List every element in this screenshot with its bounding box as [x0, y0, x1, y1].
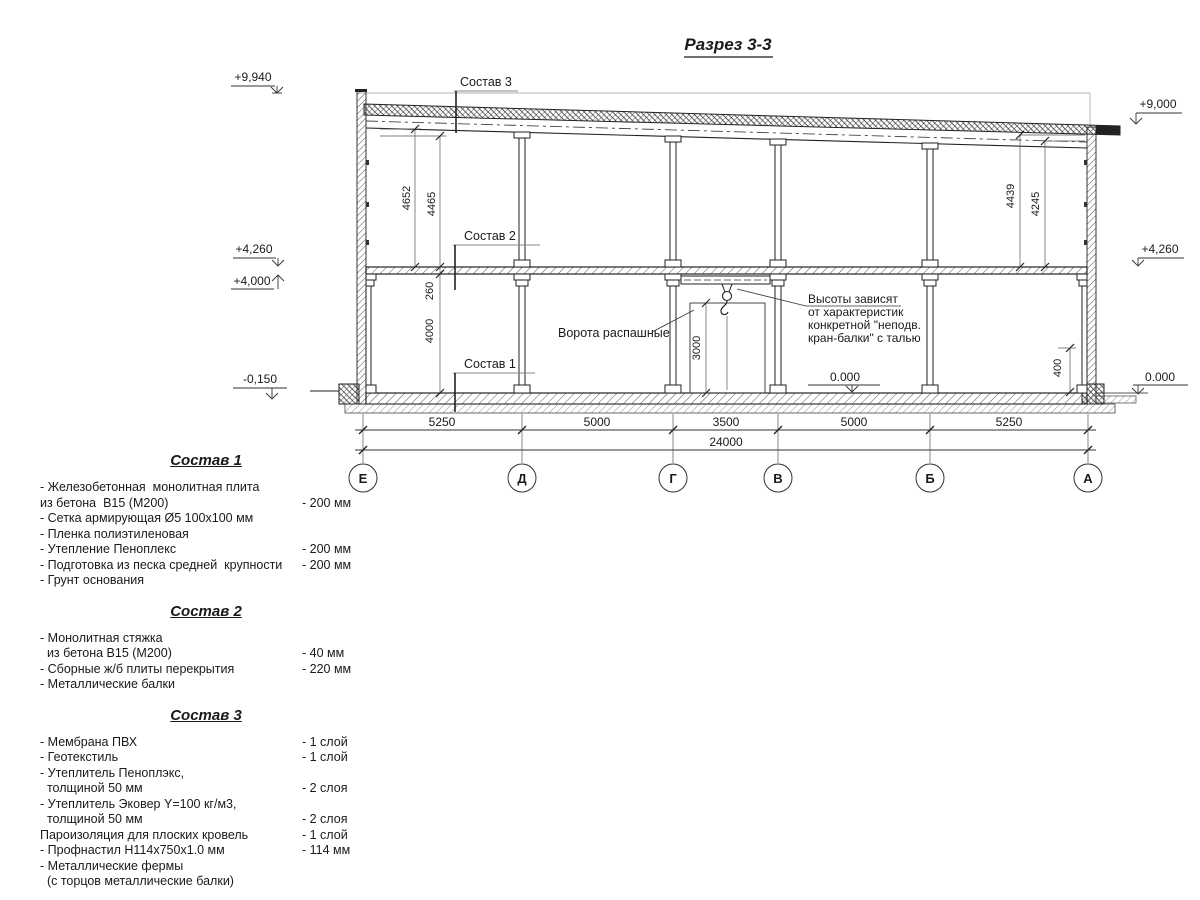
- row-text: - Утепление Пеноплекс: [40, 542, 177, 556]
- row-value: [302, 511, 372, 527]
- row-text: толщиной 50 мм: [40, 812, 143, 826]
- crane-beam: [681, 276, 770, 390]
- row-value: [302, 631, 372, 647]
- elev-left-ground-text: -0,150: [242, 372, 278, 386]
- legend-row: [40, 828, 372, 844]
- drawing-title: [684, 35, 773, 57]
- legend-row: [40, 843, 372, 859]
- axis-E: Е: [358, 471, 368, 486]
- legend-row: [40, 662, 372, 678]
- row-value: - 200 мм: [302, 495, 352, 510]
- vdim-slab: 260: [424, 281, 436, 301]
- row-text: - Металлические балки: [40, 677, 175, 691]
- crane-hook-pulley: [723, 292, 732, 301]
- legend-row: [40, 631, 372, 647]
- row-text: из бетона В15 (М200): [40, 495, 169, 510]
- elev-right-zero-text: 0.000: [1144, 370, 1176, 384]
- vdim-floor1-text: 4000: [424, 318, 436, 344]
- legend-row: [40, 511, 372, 527]
- row-value: - 1 слой: [302, 750, 348, 764]
- crane-note-line4: кран-балки" с талью: [808, 331, 921, 345]
- roof-deck: [364, 104, 1120, 148]
- composition-3-section: [40, 707, 372, 890]
- floor-slab: [366, 267, 1087, 274]
- vdim-left-inner: 4465: [426, 191, 438, 217]
- elevation-left-f2bottom: [231, 274, 284, 289]
- row-value: [302, 859, 372, 875]
- legend-row: [40, 797, 372, 813]
- crane-note-line3: конкретной "неподв.: [808, 318, 921, 332]
- row-text: - Мембрана ПВХ: [40, 734, 138, 749]
- composition-1-section: [40, 452, 372, 589]
- row-value: [302, 480, 372, 496]
- axis-V: В: [773, 471, 783, 486]
- row-value: - 2 слоя: [302, 812, 348, 826]
- elevation-inner-zero: [808, 370, 880, 392]
- elev-left-top-text: +9,940: [234, 70, 272, 84]
- elev-left-f2top-text: +4,260: [235, 242, 273, 256]
- elevation-left-f2top: [233, 242, 284, 266]
- axis-bubbles: [349, 464, 1102, 492]
- crane-note-line1: Высоты зависят: [808, 292, 898, 306]
- axis-G: Г: [669, 471, 677, 486]
- vdim-floor1: [436, 267, 444, 397]
- legend-row: [40, 558, 372, 574]
- legend-row: [40, 781, 372, 797]
- elevation-right-roof: [1130, 97, 1182, 124]
- row-text: - Металлические фермы: [40, 858, 184, 873]
- title-text: Разрез 3-3: [684, 35, 772, 54]
- row-value: - 200 мм: [302, 542, 352, 556]
- legend-row: [40, 527, 372, 543]
- composition-1-title: Состав 1: [170, 452, 242, 469]
- composition1-text: Состав 1: [464, 357, 516, 371]
- row-text: (с торцов металлические балки): [40, 874, 234, 888]
- composition-2-title: Состав 2: [170, 602, 242, 620]
- row-value: [302, 527, 372, 543]
- legend-row: [40, 859, 372, 875]
- vdim-base-text: 400: [1052, 358, 1064, 378]
- row-value: [302, 766, 372, 782]
- row-text: - Железобетонная монолитная плита: [40, 480, 260, 494]
- vdim-right-outer: 4439: [1005, 183, 1017, 209]
- legend-row: [40, 573, 372, 589]
- composition-2-section: [40, 603, 372, 693]
- row-value: - 40 мм: [302, 646, 345, 660]
- row-value: - 220 мм: [302, 661, 352, 676]
- legend-row: [40, 646, 372, 662]
- elev-left-f2bottom-text: +4,000: [233, 274, 271, 288]
- row-text: - Утеплитель Эковер Y=100 кг/м3,: [40, 796, 237, 811]
- elevation-left-top: [231, 70, 283, 93]
- composition-3-title: Состав 3: [170, 706, 242, 724]
- row-value: - 2 слоя: [302, 781, 348, 795]
- legend-row: [40, 542, 372, 558]
- row-text: - Сборные ж/б плиты перекрытия: [40, 661, 235, 676]
- axis-B: Б: [925, 471, 935, 486]
- elev-right-f2-text: +4,260: [1141, 242, 1179, 256]
- row-text: - Монолитная стяжка: [40, 630, 163, 645]
- row-value: - 1 слой: [302, 827, 348, 842]
- span-dim-3: 3500: [712, 415, 740, 429]
- legend-row: [40, 750, 372, 766]
- composition3-text: Состав 3: [460, 75, 512, 89]
- row-text: - Геотекстиль: [40, 750, 119, 764]
- span-dim-4: 5000: [840, 415, 868, 429]
- gate-height-dim: 3000: [691, 335, 703, 361]
- legend-row: [40, 480, 372, 496]
- axis-A: А: [1083, 471, 1093, 486]
- composition-legend: [40, 452, 372, 900]
- elevation-right-zero: [1132, 370, 1188, 394]
- row-text: - Сетка армирующая Ø5 100х100 мм: [40, 511, 254, 525]
- gate-label-text: Ворота распашные: [558, 326, 670, 340]
- row-text: - Профнастил Н114х750х1.0 мм: [40, 843, 225, 857]
- row-value: [302, 797, 372, 813]
- row-value: - 114 мм: [302, 843, 351, 857]
- row-text: - Подготовка из песка средней крупности: [40, 557, 283, 572]
- row-value: [302, 573, 372, 589]
- legend-row: [40, 812, 372, 828]
- span-dim-2: 5000: [583, 415, 611, 429]
- legend-row: [40, 874, 372, 890]
- legend-row: [40, 677, 372, 693]
- composition2-text: Состав 2: [464, 229, 516, 243]
- vdim-right: [1016, 131, 1085, 271]
- legend-row: [40, 735, 372, 751]
- span-dim-5: 5250: [995, 415, 1023, 429]
- row-value: [302, 874, 372, 890]
- vdim-right-inner: 4245: [1030, 191, 1042, 217]
- dimension-chain: [355, 414, 1096, 463]
- elev-inner-zero-text: 0.000: [829, 370, 861, 384]
- elevation-right-f2: [1132, 242, 1184, 266]
- total-dim: 24000: [709, 435, 743, 449]
- row-value: - 1 слой: [302, 734, 348, 749]
- legend-row: [40, 496, 372, 512]
- elevation-left-ground: [233, 372, 287, 399]
- elev-right-roof-text: +9,000: [1139, 97, 1177, 111]
- row-text: - Грунт основания: [40, 573, 145, 587]
- legend-row: [40, 766, 372, 782]
- columns-floor2: [514, 132, 938, 267]
- row-text: толщиной 50 мм: [40, 781, 143, 795]
- axis-D: Д: [517, 471, 527, 486]
- row-text: Пароизоляция для плоских кровель: [40, 827, 249, 842]
- row-value: [302, 677, 372, 693]
- vdim-left-outer: 4652: [401, 185, 413, 211]
- row-value: - 200 мм: [302, 557, 352, 572]
- row-text: из бетона В15 (М200): [40, 646, 172, 660]
- crane-note-line2: от характеристик: [808, 305, 904, 319]
- ground-slab: [345, 393, 1115, 413]
- row-text: - Пленка полиэтиленовая: [40, 526, 189, 541]
- span-dim-1: 5250: [428, 415, 456, 429]
- row-text: - Утеплитель Пеноплэкс,: [40, 765, 185, 780]
